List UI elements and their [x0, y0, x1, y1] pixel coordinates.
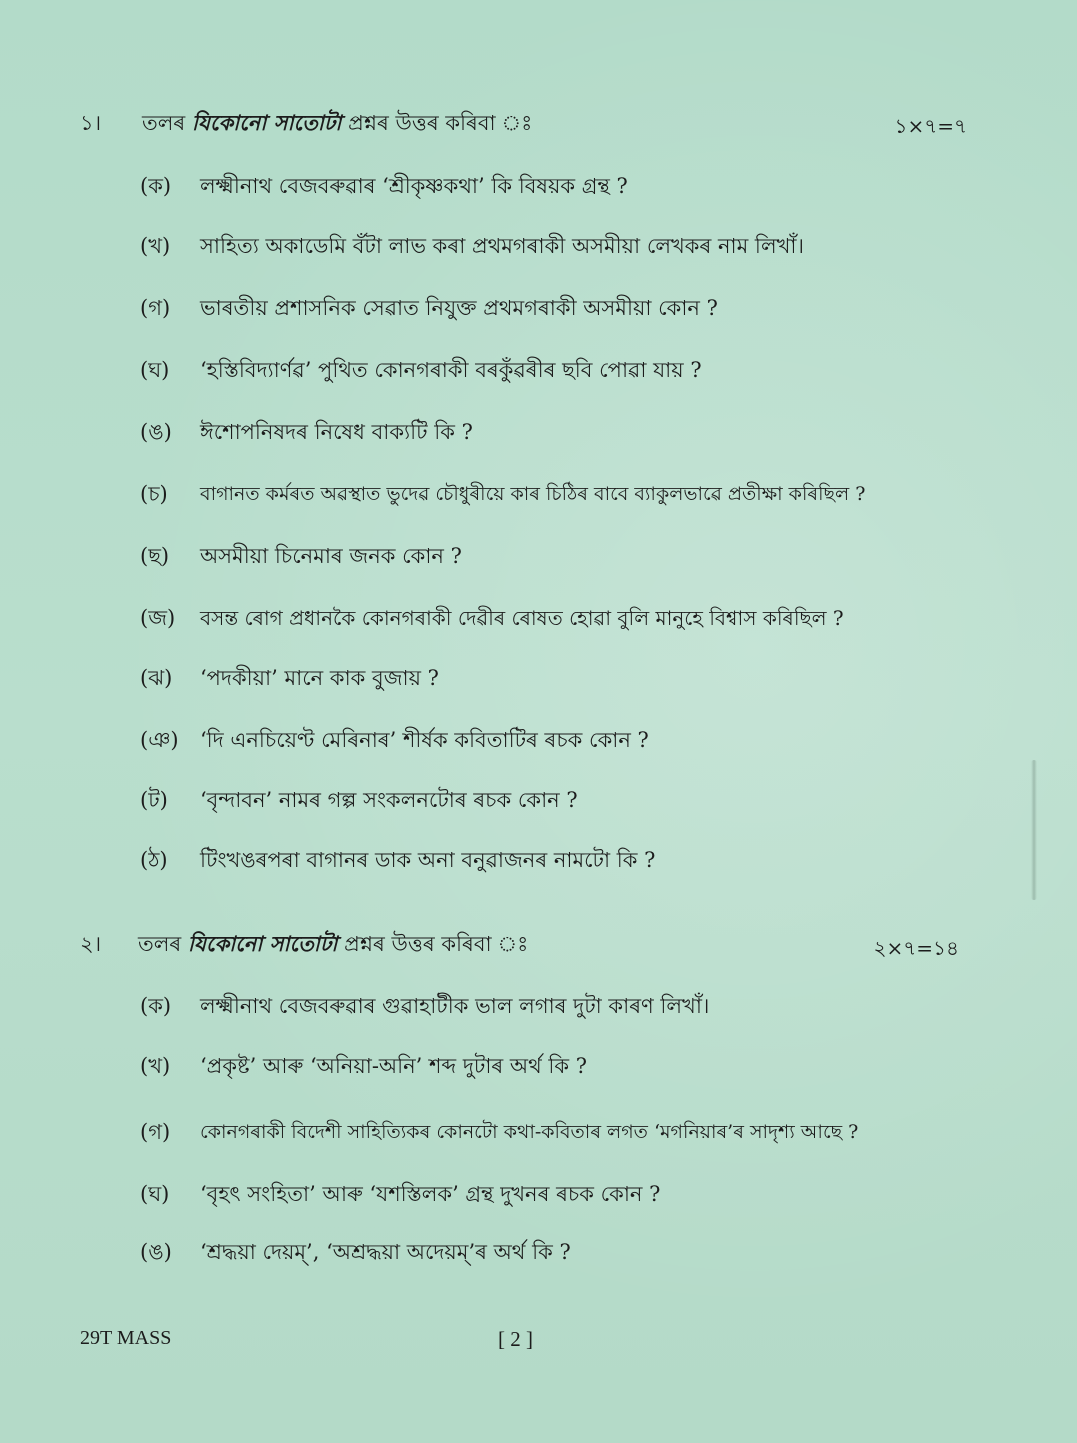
- q1-item-label: (খ): [140, 234, 171, 258]
- q1-item-label: (চ): [140, 482, 168, 506]
- q2-item-label: (ক): [140, 994, 172, 1018]
- question-1-marks: ১×৭=৭: [894, 114, 967, 138]
- q1-item-text: সাহিত্য অকাডেমি বঁটা লাভ কৰা প্ৰথমগৰাকী অসমীয়া লেখকৰ নাম লিখাঁ।: [200, 234, 804, 258]
- q1-item-label: (ঘ): [140, 358, 170, 382]
- q1-item-text: ভাৰতীয় প্ৰশাসনিক সেৱাত নিযুক্ত প্ৰথমগৰাকী অসমীয়া কোন ?: [200, 296, 718, 320]
- q1-item-text: ‘দি এনচিয়েণ্ট মেৰিনাৰ’ শীৰ্ষক কবিতাটিৰ ৰচক কোন ?: [200, 728, 649, 752]
- q1-item-text: ‘বৃন্দাবন’ নামৰ গল্প সংকলনটোৰ ৰচক কোন ?: [200, 788, 578, 812]
- paper-fold-mark: [1031, 760, 1037, 900]
- q1-item-label: (ছ): [140, 544, 170, 568]
- q2-item-label: (ঘ): [140, 1182, 170, 1206]
- paper-code: 29T MASS: [80, 1327, 172, 1349]
- page-number: [ 2 ]: [498, 1327, 533, 1351]
- q1-item-label: (ঝ): [140, 666, 173, 690]
- question-1-intro-pre: তলৰ: [142, 111, 192, 135]
- q1-item-text: ‘হস্তিবিদ্যাৰ্ণৱ’ পুথিত কোনগৰাকী বৰকুঁৱৰীৰ ছবি পোৱা যায় ?: [200, 358, 702, 382]
- question-1-intro-post: প্ৰশ্নৰ উত্তৰ কৰিবা ঃ: [341, 111, 533, 135]
- q1-item-label: (ঞ): [140, 728, 179, 752]
- question-1-instruction: [142, 109, 532, 137]
- question-2-number: ২।: [80, 932, 102, 956]
- q2-item-label: (খ): [140, 1054, 171, 1078]
- question-2-intro-pre: তলৰ: [138, 932, 188, 956]
- question-2-marks: ২×৭=১৪: [873, 936, 959, 960]
- question-1-intro-emphasis: যিকোনো সাতোটা: [191, 110, 342, 135]
- q2-item-text: লক্ষ্মীনাথ বেজবৰুৱাৰ গুৱাহাটীক ভাল লগাৰ দুটা কাৰণ লিখাঁ।: [200, 994, 710, 1018]
- question-2-instruction: [138, 930, 528, 958]
- q1-item-text: ‘পদকীয়া’ মানে কাক বুজায় ?: [200, 666, 439, 690]
- q2-item-label: (গ): [140, 1120, 171, 1144]
- q1-item-label: (ঠ): [140, 848, 168, 872]
- question-2-intro-emphasis: যিকোনো সাতোটা: [187, 931, 338, 956]
- question-1-number: ১।: [80, 111, 102, 135]
- q1-item-text: অসমীয়া চিনেমাৰ জনক কোন ?: [200, 544, 462, 568]
- q2-item-text: ‘প্ৰকৃষ্ট’ আৰু ‘অনিয়া-অনি’ শব্দ দুটাৰ অৰ্থ কি ?: [200, 1054, 588, 1078]
- q1-item-text: বাগানত কৰ্মৰত অৱস্থাত ভুদেৱ চৌধুৰীয়ে কাৰ চিঠিৰ বাবে ব্যাকুলভাৱে প্ৰতীক্ষা কৰিছিল ?: [200, 483, 866, 505]
- q1-item-label: (ঙ): [140, 420, 172, 444]
- q1-item-label: (জ): [140, 606, 176, 630]
- q2-item-text: ‘শ্ৰদ্ধয়া দেয়ম্’, ‘অশ্ৰদ্ধয়া অদেয়ম্’ৰ অৰ্থ কি ?: [200, 1240, 571, 1264]
- q1-item-label: (গ): [140, 296, 171, 320]
- q1-item-text: বসন্ত ৰোগ প্ৰধানকৈ কোনগৰাকী দেৱীৰ ৰোষত হোৱা বুলি মানুহে বিশ্বাস কৰিছিল ?: [200, 606, 844, 630]
- q1-item-text: ঈশোপনিষদৰ নিষেধ বাক্যটি কি ?: [200, 420, 473, 444]
- q1-item-label: (ট): [140, 788, 168, 812]
- question-2-intro-post: প্ৰশ্নৰ উত্তৰ কৰিবা ঃ: [337, 932, 529, 956]
- q2-item-text: কোনগৰাকী বিদেশী সাহিত্যিকৰ কোনটো কথা-কবিতাৰ লগত ‘মগনিয়াৰ’ৰ সাদৃশ্য আছে ?: [200, 1121, 859, 1143]
- q2-item-text: ‘বৃহৎ সংহিতা’ আৰু ‘যশস্তিলক’ গ্ৰন্থ দুখনৰ ৰচক কোন ?: [200, 1182, 661, 1206]
- q1-item-text: টিংখঙৰপৰা বাগানৰ ডাক অনা বনুৱাজনৰ নামটো কি ?: [200, 848, 656, 872]
- q1-item-text: লক্ষ্মীনাথ বেজবৰুৱাৰ ‘শ্ৰীকৃষ্ণকথা’ কি বিষয়ক গ্ৰন্থ ?: [200, 174, 628, 198]
- q2-item-label: (ঙ): [140, 1240, 172, 1264]
- q1-item-label: (ক): [140, 174, 172, 198]
